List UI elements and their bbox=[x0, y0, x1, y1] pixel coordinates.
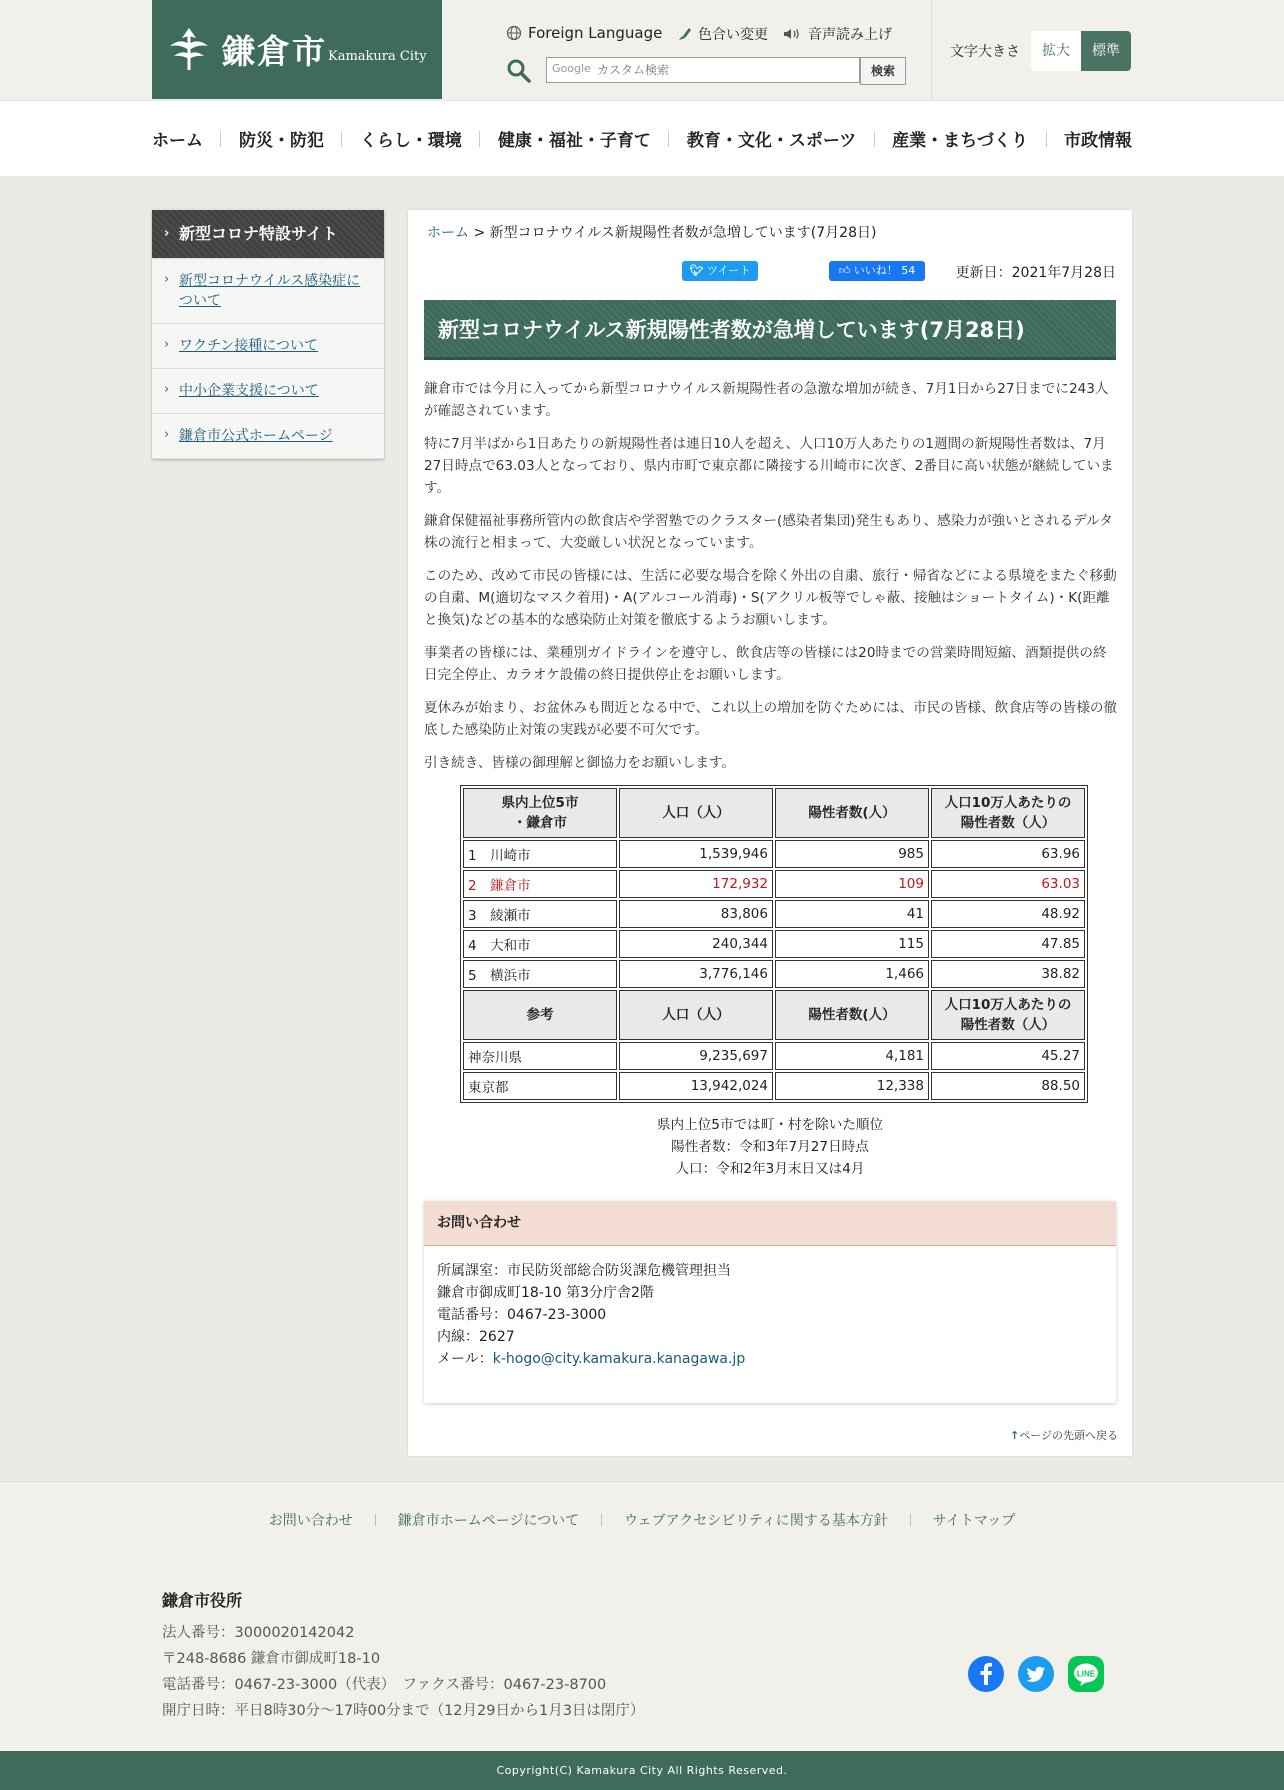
area-cell: 東京都 bbox=[463, 1072, 617, 1100]
facebook-icon[interactable] bbox=[968, 1656, 1004, 1692]
color-change-link[interactable] bbox=[676, 24, 768, 44]
population-cell: 9,235,697 bbox=[619, 1042, 773, 1070]
arrow-up-icon: ↑ bbox=[1010, 1429, 1020, 1442]
like-label: いいね！ 54 bbox=[853, 264, 916, 277]
search-button[interactable]: 検索 bbox=[860, 57, 906, 85]
nav-item-education[interactable] bbox=[687, 126, 856, 151]
tweet-label: ツイート bbox=[707, 264, 751, 277]
rate-cell: 88.50 bbox=[931, 1072, 1085, 1100]
table-row bbox=[463, 1072, 1085, 1100]
site-logo[interactable] bbox=[152, 0, 442, 99]
footer-link-sitemap[interactable] bbox=[933, 1510, 1015, 1530]
voice-read-label: 音声読み上げ bbox=[808, 27, 892, 43]
footer-link-contact[interactable] bbox=[269, 1510, 353, 1530]
sidebar-item-covid-info bbox=[152, 258, 384, 323]
nav-label: 教育・文化・スポーツ bbox=[686, 131, 857, 151]
sidebar-item-official-site bbox=[152, 413, 384, 459]
nav-separator bbox=[341, 131, 342, 147]
contact-phone: 電話番号：0467-23-3000 bbox=[437, 1307, 607, 1323]
table-header-cell bbox=[931, 788, 1085, 838]
sidebar-title[interactable] bbox=[152, 210, 384, 258]
paragraph: 引き続き、皆様の御理解と御協力をお願いします。 bbox=[424, 755, 736, 771]
positive-cell: 12,338 bbox=[775, 1072, 929, 1100]
footer-link-label: サイトマップ bbox=[932, 1513, 1016, 1529]
note-line: 県内上位5市では町・村を除いた順位 bbox=[656, 1117, 884, 1133]
positive-cell: 1,466 bbox=[775, 960, 929, 988]
main-content bbox=[408, 210, 1132, 1456]
paragraph: このため、改めて市民の皆様には、生活に必要な場合を除く外出の自粛、旅行・帰省などによる県境をまたぐ移動の自粛、M(適切なマスク着用)・A(アルコール消毒)・S(アクリル板等でしゃ蔽、接触はショートタイム)・K(距離と換気)などの基本的な感染防止対策を徹底するようお願いします。 bbox=[424, 568, 1117, 628]
nav-item-home[interactable] bbox=[152, 126, 203, 151]
font-enlarge-button[interactable]: 拡大 bbox=[1031, 31, 1081, 71]
rate-cell: 38.82 bbox=[931, 960, 1085, 988]
search-icon bbox=[506, 58, 532, 84]
nav-separator bbox=[220, 131, 221, 147]
nav-label: ホーム bbox=[152, 131, 203, 151]
logo-text-en: Kamakura City bbox=[328, 49, 427, 64]
nav-separator bbox=[1046, 131, 1047, 147]
rate-cell: 48.92 bbox=[931, 900, 1085, 928]
positive-cell: 4,181 bbox=[775, 1042, 929, 1070]
updated-date: 更新日：2021年7月28日 bbox=[955, 265, 1116, 281]
table-row bbox=[463, 1042, 1085, 1070]
population-cell: 240,344 bbox=[619, 930, 773, 958]
city-cell: 1 川崎市 bbox=[463, 840, 617, 868]
footer-link-label: お問い合わせ bbox=[268, 1513, 353, 1529]
chevron-right-icon: › bbox=[164, 382, 170, 397]
city-cell: 5 横浜市 bbox=[463, 960, 617, 988]
office-hours: 開庁日時：平日8時30分～17時00分まで（12月29日から1月3日は閉庁） bbox=[162, 1703, 645, 1719]
office-name: 鎌倉市役所 bbox=[162, 1591, 243, 1610]
breadcrumb-current: > 新型コロナウイルス新規陽性者数が急増しています(7月28日) bbox=[469, 225, 877, 241]
contact-mail-row bbox=[437, 1348, 1103, 1370]
rate-cell: 47.85 bbox=[931, 930, 1085, 958]
positive-cell: 41 bbox=[775, 900, 929, 928]
google-label: Google bbox=[552, 62, 591, 75]
nav-item-disaster[interactable] bbox=[239, 126, 324, 151]
tweet-button[interactable] bbox=[682, 261, 758, 281]
mail-link[interactable]: k-hogo@city.kamakura.kanagawa.jp bbox=[492, 1351, 746, 1367]
brush-icon bbox=[676, 26, 692, 42]
contact-address: 鎌倉市御成町18-10 第3分庁舎2階 bbox=[437, 1285, 654, 1301]
color-change-label: 色合い変更 bbox=[698, 27, 768, 43]
nav-item-city-info[interactable] bbox=[1064, 126, 1132, 151]
table-header-row bbox=[463, 990, 1085, 1040]
office-phones: 電話番号：0467-23-3000（代表） ファクス番号：0467-23-8700 bbox=[162, 1677, 607, 1693]
rate-cell: 45.27 bbox=[931, 1042, 1085, 1070]
sidebar bbox=[152, 210, 384, 459]
font-standard-button[interactable]: 標準 bbox=[1081, 31, 1131, 71]
voice-read-link[interactable] bbox=[782, 24, 892, 44]
nav-item-industry[interactable] bbox=[892, 126, 1028, 151]
table-header-cell bbox=[463, 788, 617, 838]
footer-separator bbox=[353, 1514, 398, 1526]
paragraph: 夏休みが始まり、お盆休みも間近となる中で、これ以上の増加を防ぐためには、市民の皆様、飲食店等の皆様の徹底した感染防止対策の実践が必要不可欠です。 bbox=[424, 700, 1118, 738]
page-top-link[interactable] bbox=[1010, 1427, 1118, 1443]
area-cell: 神奈川県 bbox=[463, 1042, 617, 1070]
footer-links bbox=[0, 1481, 1284, 1559]
chevron-right-icon: › bbox=[164, 337, 170, 352]
breadcrumb-home-link[interactable]: ホーム bbox=[427, 225, 469, 241]
table-header-cell: 陽性者数(人） bbox=[775, 788, 929, 838]
thumbs-up-icon: 👍︎ bbox=[838, 264, 851, 277]
nav-label: 市政情報 bbox=[1063, 131, 1132, 151]
positive-cell: 115 bbox=[775, 930, 929, 958]
contact-heading: お問い合わせ bbox=[424, 1201, 1116, 1246]
nav-item-living[interactable] bbox=[360, 126, 462, 151]
paragraph: 鎌倉保健福祉事務所管内の飲食店や学習塾でのクラスター(感染者集団)発生もあり、感染力が強いとされるデルタ株の流行と相まって、大変厳しい状況となっています。 bbox=[424, 513, 1113, 551]
chevron-right-icon: › bbox=[164, 272, 170, 287]
positive-cases-table bbox=[460, 785, 1088, 1103]
nav-item-health[interactable] bbox=[498, 126, 651, 151]
contact-dept: 所属課室：市民防災部総合防災課危機管理担当 bbox=[437, 1263, 731, 1279]
footer-link-label: 鎌倉市ホームページについて bbox=[397, 1513, 580, 1529]
city-cell: 2 鎌倉市 bbox=[463, 870, 617, 898]
nav-label: くらし・環境 bbox=[359, 131, 462, 151]
city-cell: 3 綾瀬市 bbox=[463, 900, 617, 928]
global-nav bbox=[0, 100, 1284, 177]
footer-separator bbox=[888, 1514, 933, 1526]
sidebar-item-sme-support bbox=[152, 368, 384, 413]
table-header-cell: 参考 bbox=[463, 990, 617, 1040]
nav-separator bbox=[874, 131, 875, 147]
positive-cell: 985 bbox=[775, 840, 929, 868]
table-row bbox=[463, 900, 1085, 928]
note-line: 陽性者数：令和3年7月27日時点 bbox=[671, 1139, 869, 1155]
table-notes bbox=[424, 1114, 1116, 1180]
nav-label: 防災・防犯 bbox=[238, 131, 324, 151]
site-header bbox=[0, 0, 1284, 100]
search-input[interactable] bbox=[546, 57, 860, 83]
copyright: Copyright(C) Kamakura City All Rights Reserved. bbox=[0, 1751, 1284, 1790]
positive-cell: 109 bbox=[775, 870, 929, 898]
page-top-label: ページの先頭へ戻る bbox=[1019, 1429, 1118, 1442]
header-text: 人口10万人あたりの 陽性者数（人） bbox=[944, 997, 1072, 1033]
office-details bbox=[162, 1620, 644, 1724]
contact-box bbox=[424, 1201, 1116, 1403]
sidebar-title-label: 新型コロナ特設サイト bbox=[179, 224, 338, 243]
footer-link-label: ウェブアクセシビリティに関する基本方針 bbox=[624, 1513, 888, 1529]
nav-label: 産業・まちづくり bbox=[892, 131, 1029, 151]
population-cell: 13,942,024 bbox=[619, 1072, 773, 1100]
nav-separator bbox=[668, 131, 669, 147]
footer-link-about[interactable] bbox=[398, 1510, 579, 1530]
twitter-icon[interactable] bbox=[1018, 1656, 1054, 1692]
chevron-right-icon: › bbox=[164, 427, 170, 442]
table-header-cell: 人口（人） bbox=[619, 788, 773, 838]
foreign-language-label: Foreign Language bbox=[528, 24, 663, 42]
population-cell: 83,806 bbox=[619, 900, 773, 928]
like-button[interactable] bbox=[829, 261, 925, 281]
header-text: 人口10万人あたりの 陽性者数（人） bbox=[944, 795, 1072, 831]
paragraph: 鎌倉市では今月に入ってから新型コロナウイルス新規陽性者の急激な増加が続き、7月1日から27日までに243人が確認されています。 bbox=[424, 381, 1109, 419]
page-title: 新型コロナウイルス新規陽性者数が急増しています(7月28日) bbox=[424, 300, 1116, 360]
foreign-language-link[interactable] bbox=[506, 24, 662, 42]
table-header-cell bbox=[931, 990, 1085, 1040]
sidebar-item-vaccine bbox=[152, 323, 384, 368]
table-header-cell: 陽性者数(人） bbox=[775, 990, 929, 1040]
population-cell: 3,776,146 bbox=[619, 960, 773, 988]
table-row bbox=[463, 930, 1085, 958]
contact-body bbox=[424, 1246, 1116, 1384]
line-icon[interactable] bbox=[1068, 1656, 1104, 1692]
population-cell: 172,932 bbox=[619, 870, 773, 898]
footer-info bbox=[0, 1558, 1284, 1751]
twitter-bird-icon: 🐦︎ bbox=[689, 264, 704, 277]
city-cell: 4 大和市 bbox=[463, 930, 617, 958]
breadcrumb bbox=[427, 222, 876, 242]
mail-label: メール： bbox=[437, 1351, 493, 1367]
sidebar-link[interactable]: ワクチン接種について bbox=[179, 338, 319, 354]
corp-number: 法人番号：3000020142042 bbox=[162, 1625, 355, 1641]
contact-extension: 内線：2627 bbox=[437, 1329, 515, 1345]
sidebar-link[interactable]: 中小企業支援について bbox=[179, 383, 319, 399]
table-header-row bbox=[463, 788, 1085, 838]
header-divider bbox=[931, 0, 932, 99]
paragraph: 事業者の皆様には、業種別ガイドラインを遵守し、飲食店等の皆様には20時までの営業時間短縮、酒類提供の終日完全停止、カラオケ設備の終日提供停止をお願いします。 bbox=[424, 645, 1107, 683]
note-line: 人口：令和2年3月末日又は4月 bbox=[675, 1161, 865, 1177]
table-row bbox=[463, 960, 1085, 988]
svg-text:LINE: LINE bbox=[1076, 1669, 1096, 1679]
article-body bbox=[424, 378, 1118, 785]
chevron-right-icon: › bbox=[164, 226, 170, 241]
font-size-label: 文字大きさ bbox=[950, 44, 1020, 60]
sidebar-link[interactable]: 新型コロナウイルス感染症について bbox=[179, 273, 361, 309]
globe-icon bbox=[506, 25, 522, 41]
table-header-cell: 人口（人） bbox=[619, 990, 773, 1040]
population-cell: 1,539,946 bbox=[619, 840, 773, 868]
nav-label: 健康・福祉・子育て bbox=[497, 131, 651, 151]
footer-link-accessibility[interactable] bbox=[624, 1510, 888, 1530]
footer-separator bbox=[579, 1514, 624, 1526]
city-crest-icon bbox=[166, 26, 212, 72]
header-text: 県内上位5市 ・鎌倉市 bbox=[501, 795, 579, 831]
speaker-icon bbox=[782, 26, 802, 42]
table-row-highlight bbox=[463, 870, 1085, 898]
rate-cell: 63.03 bbox=[931, 870, 1085, 898]
logo-text-ja: 鎌倉市 bbox=[222, 32, 327, 71]
nav-separator bbox=[479, 131, 480, 147]
rate-cell: 63.96 bbox=[931, 840, 1085, 868]
table-row bbox=[463, 840, 1085, 868]
postal-address: 〒248-8686 鎌倉市御成町18-10 bbox=[162, 1651, 381, 1667]
sidebar-link[interactable]: 鎌倉市公式ホームページ bbox=[179, 428, 333, 444]
paragraph: 特に7月半ばから1日あたりの新規陽性者は連日10人を超え、人口10万人あたりの1週間の新規陽性者数は、7月27日時点で63.03人となっており、県内市町で東京都に隣接する川崎市に次ぎ、2番目に高い状態が継続しています。 bbox=[424, 436, 1114, 496]
